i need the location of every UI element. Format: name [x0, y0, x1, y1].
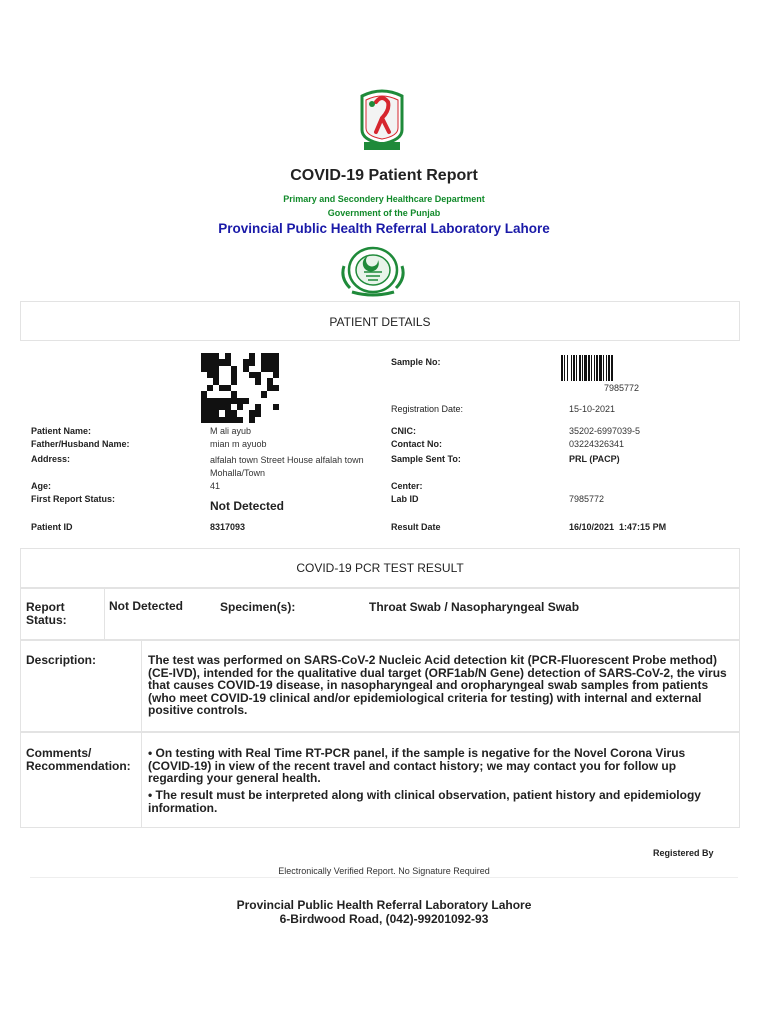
aids-control-program-logo	[354, 86, 410, 152]
lab-id-label: Lab ID	[391, 494, 419, 504]
patient-id-value: 8317093	[210, 522, 246, 532]
father-name-label: Father/Husband Name:	[31, 439, 130, 449]
result-date-label: Result Date	[391, 522, 441, 532]
result-date-value: 16/10/2021 1:47:15 PM	[569, 522, 667, 532]
qr-code-icon	[201, 353, 279, 423]
comments-label: Comments/ Recommendation:	[26, 746, 131, 773]
patient-id-label: Patient ID	[31, 522, 73, 532]
patient-name-value: M ali ayub	[210, 426, 252, 436]
specimen-label: Specimen(s):	[220, 600, 296, 614]
barcode-icon	[561, 355, 641, 381]
sample-barcode	[561, 355, 643, 393]
report-status-value: Not Detected	[109, 599, 184, 613]
address-label: Address:	[31, 454, 71, 464]
lab-name: Provincial Public Health Referral Laboratory Lahore	[218, 221, 550, 236]
description-row	[20, 640, 740, 732]
registered-by-label: Registered By	[653, 848, 714, 858]
patient-details-header	[20, 301, 740, 341]
center-label: Center:	[391, 481, 423, 491]
patient-details-title: PATIENT DETAILS	[329, 315, 431, 329]
footer-lab-name: Provincial Public Health Referral Laboratory Lahore	[236, 898, 532, 912]
age-value: 41	[210, 481, 221, 491]
contact-no-label: Contact No:	[391, 439, 442, 449]
specimen-value: Throat Swab / Nasopharyngeal Swab	[369, 600, 580, 614]
barcode-number: 7985772	[603, 383, 639, 393]
comments-row	[20, 732, 740, 828]
lab-id-value: 7985772	[569, 494, 605, 504]
address-value: alfalah town Street House alfalah town Mohalla/Town	[210, 455, 364, 478]
patient-name-label: Patient Name:	[31, 426, 92, 436]
verified-note: Electronically Verified Report. No Signature Required	[278, 866, 490, 876]
sample-sent-to-value: PRL (PACP)	[569, 454, 620, 464]
age-label: Age:	[31, 481, 51, 491]
first-report-status-label: First Report Status:	[31, 494, 116, 504]
pcr-result-title: COVID-19 PCR TEST RESULT	[296, 561, 464, 575]
pcr-result-header	[20, 548, 740, 588]
cnic-value: 35202-6997039-5	[569, 426, 641, 436]
sample-no-label: Sample No:	[391, 357, 441, 367]
contact-no-value: 03224326341	[569, 439, 625, 449]
sample-sent-to-label: Sample Sent To:	[391, 454, 461, 464]
government-name: Government of the Punjab	[327, 208, 441, 218]
father-name-value: mian m ayuob	[210, 439, 267, 449]
description-label: Description:	[26, 653, 97, 667]
department-name: Primary and Secondery Healthcare Department	[283, 194, 485, 204]
report-status-row	[20, 588, 740, 640]
registration-date-label: Registration Date:	[391, 404, 464, 414]
comments-point-1: • On testing with Real Time RT-PCR panel, if the sample is negative for the Novel Corona Virus (COVID-19) in view of the recent travel and contact history; we may contact you for follow up regarding your general health.	[148, 746, 686, 785]
description-text: The test was performed on SARS-CoV-2 Nucleic Acid detection kit (PCR-Fluorescent Probe method) (CE-IVD), intended for the qualitative dual target (ORF1ab/N Gene) detection of SARS-CoV-2, the virus that causes COVID-19 disease, in nasopharyngeal and oropharyngeal swab samples from patients (who meet COVID-19 clinical and/or epidemiological criteria for testing) with internal and external positive controls.	[148, 653, 727, 717]
report-status-label: Report Status:	[26, 600, 67, 627]
report-title: COVID-19 Patient Report	[290, 167, 478, 184]
cnic-label: CNIC:	[391, 426, 416, 436]
footer-address: 6-Birdwood Road, (042)-99201092-93	[279, 912, 489, 926]
comments-point-2: • The result must be interpreted along with clinical observation, patient history and epidemiology information.	[148, 788, 701, 815]
punjab-emblem-logo	[338, 242, 408, 298]
first-report-status-value: Not Detected	[210, 499, 285, 513]
registration-date-value: 15-10-2021	[569, 404, 616, 414]
footer-divider	[30, 877, 738, 878]
